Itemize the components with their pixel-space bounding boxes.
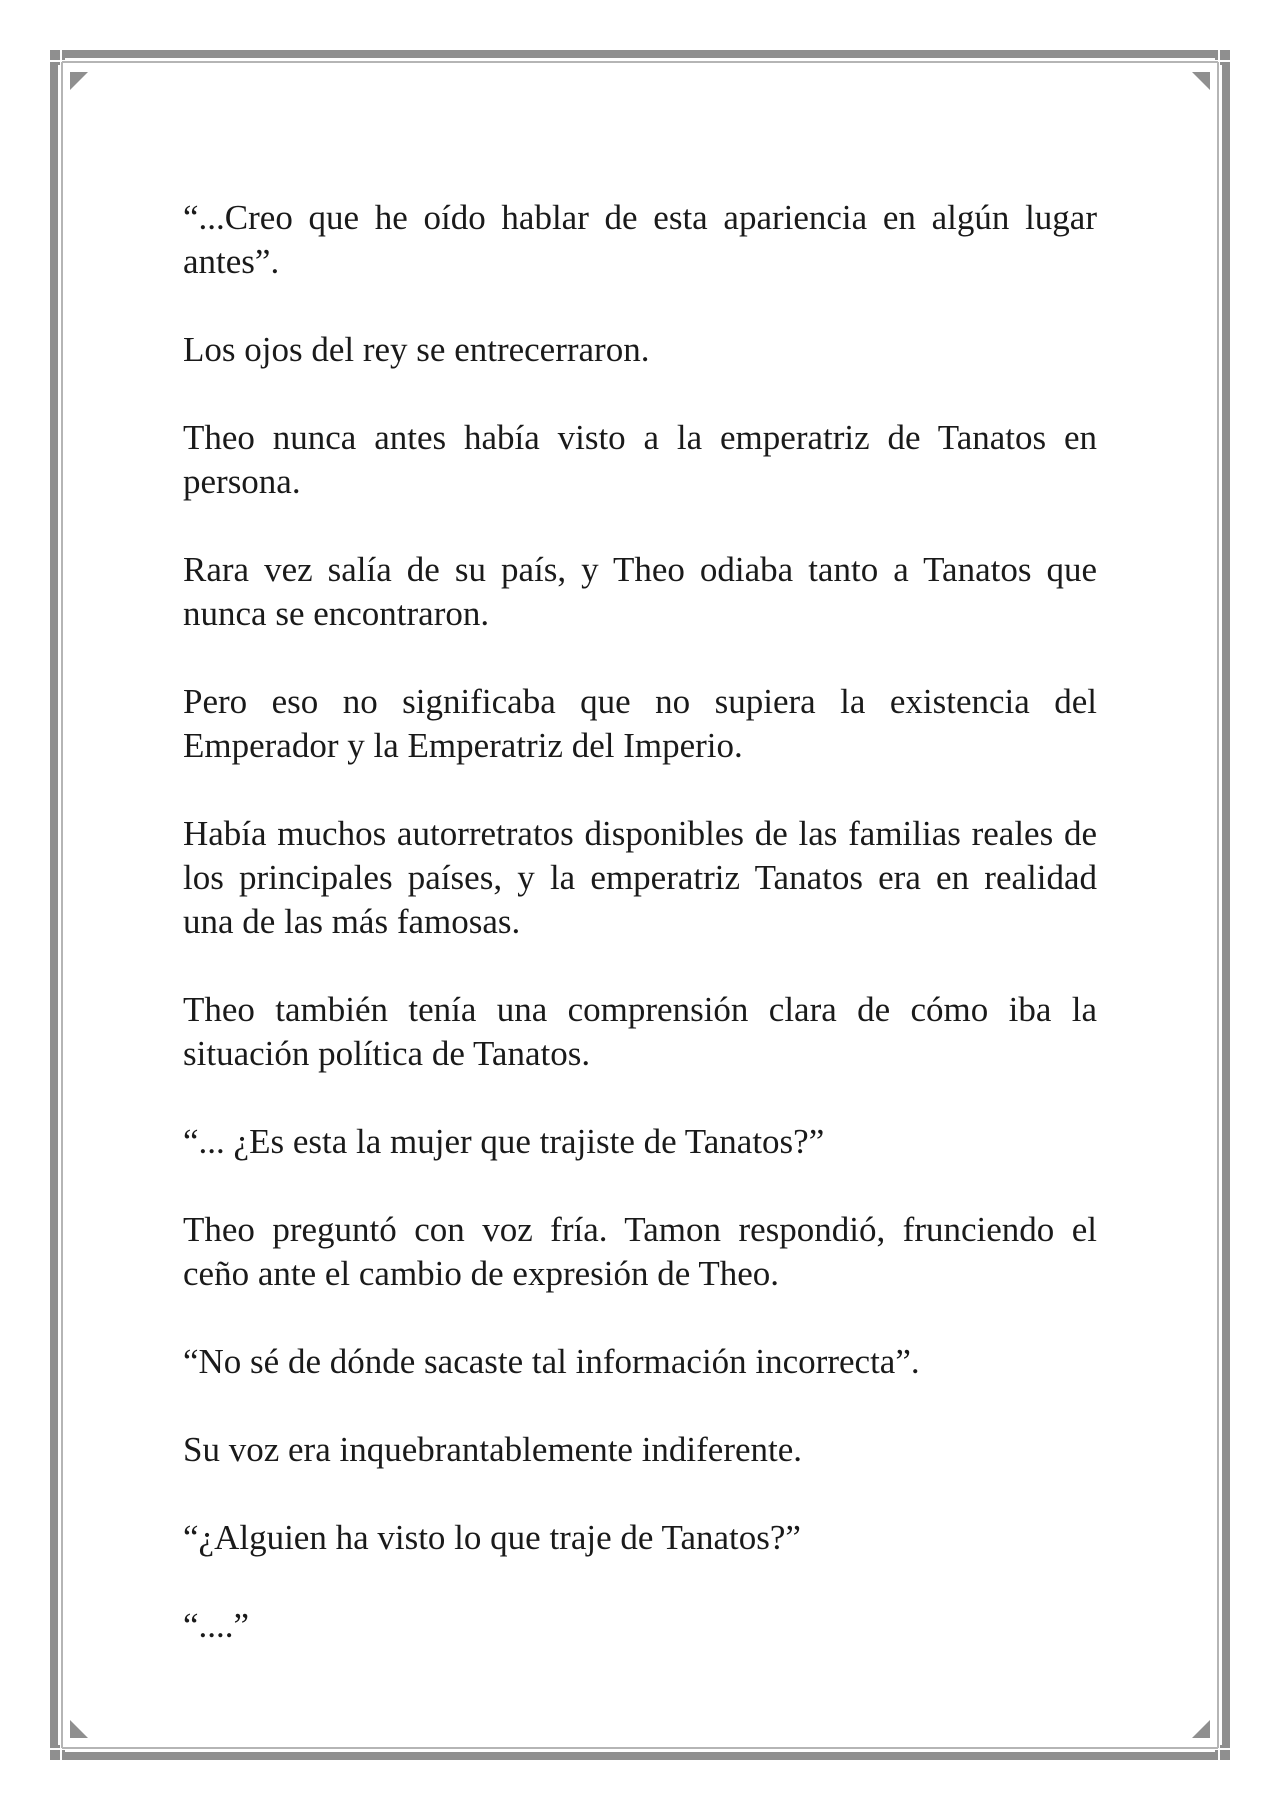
paragraph: Rara vez salía de su país, y Theo odiaba tanto a Tanatos que nunca se encontraron. <box>183 550 1097 633</box>
paragraph: “...Creo que he oído hablar de esta apariencia en algún lugar antes”. <box>183 198 1097 281</box>
paragraph: Theo también tenía una comprensión clara de cómo iba la situación política de Tanatos. <box>183 990 1097 1073</box>
paragraph: Había muchos autorretratos disponibles de las familias reales de los principales países, y la emperatriz Tanatos era en realidad una de las más famosas. <box>183 814 1097 941</box>
paragraph: Su voz era inquebrantablemente indiferente. <box>183 1430 803 1469</box>
border-right-inner <box>1217 62 1219 1748</box>
border-bottom-inner <box>62 1747 1218 1749</box>
paragraph: “....” <box>183 1606 250 1645</box>
border-top-inner <box>62 61 1218 63</box>
border-top <box>62 50 1218 58</box>
page-body-text <box>183 196 1097 1692</box>
paragraph: “... ¿Es esta la mujer que trajiste de Tanatos?” <box>183 1122 825 1161</box>
border-left-inner <box>61 62 63 1748</box>
paragraph: Theo nunca antes había visto a la emperatriz de Tanatos en persona. <box>183 418 1097 501</box>
paragraph: Pero eso no significaba que no supiera la existencia del Emperador y la Emperatriz del Imperio. <box>183 682 1097 765</box>
border-right <box>1222 62 1230 1748</box>
paragraph: “No sé de dónde sacaste tal información incorrecta”. <box>183 1342 920 1381</box>
border-bottom <box>62 1752 1218 1760</box>
paragraph: Los ojos del rey se entrecerraron. <box>183 330 650 369</box>
paragraph: “¿Alguien ha visto lo que traje de Tanatos?” <box>183 1518 801 1557</box>
paragraph: Theo preguntó con voz fría. Tamon respondió, frunciendo el ceño ante el cambio de expresión de Theo. <box>183 1210 1097 1293</box>
border-left <box>50 62 58 1748</box>
